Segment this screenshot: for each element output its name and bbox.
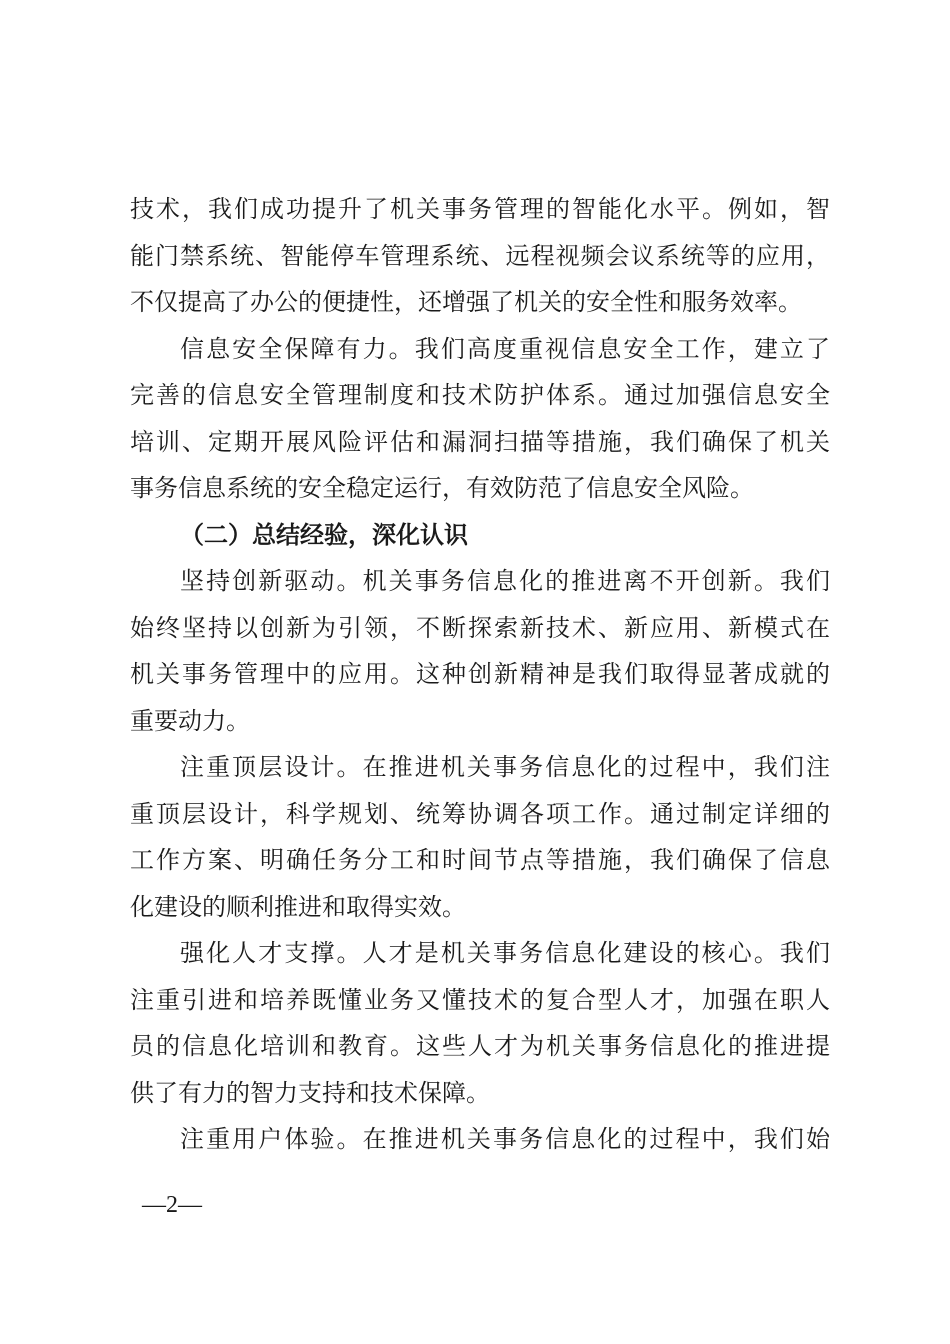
paragraph-top-level-design <box>130 744 830 930</box>
paragraph-innovation-driven <box>130 558 830 744</box>
text-line: 始终坚持以创新为引领，不断探索新技术、新应用、新模式在 <box>130 613 830 642</box>
text-line: 工作方案、明确任务分工和时间节点等措施，我们确保了信息 <box>130 846 830 874</box>
text-line: 化建设的顺利推进和取得实效。 <box>130 892 466 921</box>
paragraph-user-experience <box>130 1116 830 1163</box>
paragraph-information-security <box>130 326 830 512</box>
text-line: 注重顶层设计。在推进机关事务信息化的过程中，我们注 <box>180 753 830 781</box>
text-line: 注重引进和培养既懂业务又懂技术的复合型人才，加强在职人 <box>130 985 830 1014</box>
section-heading <box>130 512 830 559</box>
text-line: 能门禁系统、智能停车管理系统、远程视频会议系统等的应用， <box>130 241 830 270</box>
paragraph-talent-support <box>130 930 830 1116</box>
section-heading-text: （二）总结经验，深化认识 <box>180 519 468 549</box>
text-line: 事务信息系统的安全稳定运行，有效防范了信息安全风险。 <box>130 474 754 502</box>
text-line: 培训、定期开展风险评估和漏洞扫描等措施，我们确保了机关 <box>130 427 830 456</box>
text-line: 重要动力。 <box>130 706 250 735</box>
text-line: 完善的信息安全管理制度和技术防护体系。通过加强信息安全 <box>130 381 830 409</box>
text-line: 信息安全保障有力。我们高度重视信息安全工作，建立了 <box>180 334 830 363</box>
text-line: 不仅提高了办公的便捷性，还增强了机关的安全性和服务效率。 <box>130 288 802 316</box>
text-line: 注重用户体验。在推进机关事务信息化的过程中，我们始 <box>180 1125 830 1153</box>
paragraph-continued-smart-office <box>130 186 830 326</box>
text-line: 强化人才支撑。人才是机关事务信息化建设的核心。我们 <box>180 939 830 967</box>
text-line: 员的信息化培训和教育。这些人才为机关事务信息化的推进提 <box>130 1032 830 1060</box>
text-line: 机关事务管理中的应用。这种创新精神是我们取得显著成就的 <box>130 660 830 688</box>
text-line: 重顶层设计，科学规划、统筹协调各项工作。通过制定详细的 <box>130 799 830 828</box>
text-line: 供了有力的智力支持和技术保障。 <box>130 1078 490 1107</box>
page-number: —2— <box>142 1192 202 1218</box>
text-line: 坚持创新驱动。机关事务信息化的推进离不开创新。我们 <box>180 567 830 595</box>
text-line: 技术，我们成功提升了机关事务管理的智能化水平。例如，智 <box>130 195 830 223</box>
document-body <box>130 186 830 1163</box>
